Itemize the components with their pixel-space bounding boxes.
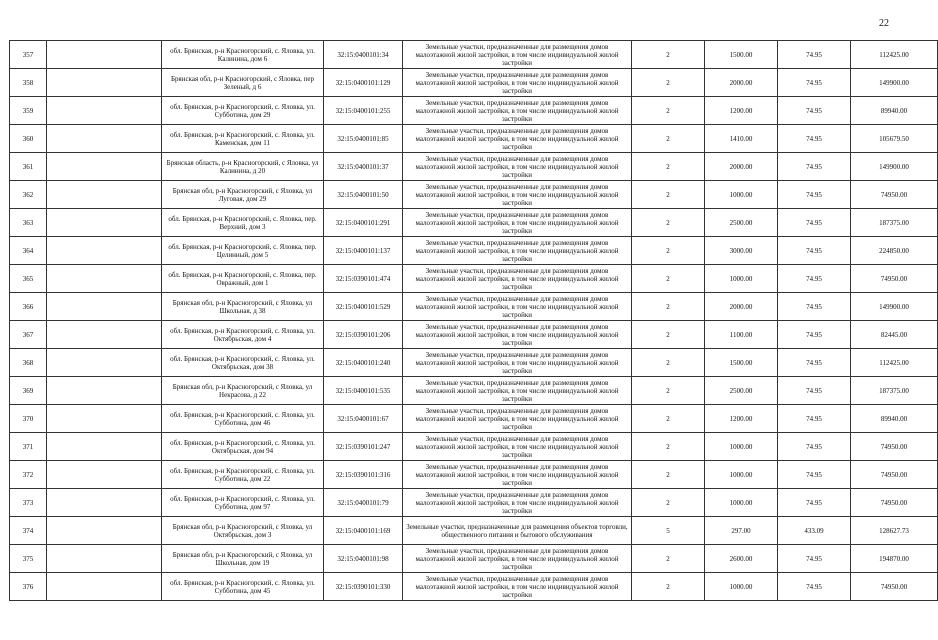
rate-cell: 74.95 (778, 545, 851, 573)
empty-cell (47, 489, 162, 517)
cadastral-number-cell: 32:15:0400101:50 (324, 181, 403, 209)
row-number-cell: 368 (10, 349, 47, 377)
permitted-use-cell: Земельные участки, предназначенные для размещения домов малоэтажной жилой застройки, в том числе индивидуальной жилой застройки (403, 69, 632, 97)
table-row (10, 153, 938, 181)
cadastral-value-cell: 74950.00 (851, 433, 938, 461)
cadastral-number-cell: 32:15:0400101:37 (324, 153, 403, 181)
rate-cell: 74.95 (778, 433, 851, 461)
address-cell: обл. Брянская, р-н Красногорский, с. Яловка, ул. Октябрьская, дом 38 (162, 349, 324, 377)
category-cell: 2 (632, 349, 705, 377)
address-cell: обл. Брянская, р-н Красногорский, с. Яловка, ул. Октябрьская, дом 94 (162, 433, 324, 461)
cadastral-number-cell: 32:15:0400101:129 (324, 69, 403, 97)
category-cell: 2 (632, 237, 705, 265)
page-number: 22 (879, 18, 889, 29)
address-cell: обл. Брянская, р-н Красногорский, с. Яловка, пер. Овражный, дом 1 (162, 265, 324, 293)
table-row (10, 573, 938, 601)
empty-cell (47, 349, 162, 377)
table-row (10, 349, 938, 377)
category-cell: 2 (632, 405, 705, 433)
row-number-cell: 360 (10, 125, 47, 153)
cadastral-value-cell: 89940.00 (851, 405, 938, 433)
category-cell: 2 (632, 545, 705, 573)
permitted-use-cell: Земельные участки, предназначенные для размещения домов малоэтажной жилой застройки, в том числе индивидуальной жилой застройки (403, 265, 632, 293)
table-row (10, 321, 938, 349)
land-plots-table (9, 40, 938, 601)
permitted-use-cell: Земельные участки, предназначенные для размещения домов малоэтажной жилой застройки, в том числе индивидуальной жилой застройки (403, 97, 632, 125)
cadastral-number-cell: 32:15:0400101:79 (324, 489, 403, 517)
cadastral-number-cell: 32:15:0400101:85 (324, 125, 403, 153)
row-number-cell: 362 (10, 181, 47, 209)
row-number-cell: 367 (10, 321, 47, 349)
permitted-use-cell: Земельные участки, предназначенные для размещения домов малоэтажной жилой застройки, в том числе индивидуальной жилой застройки (403, 545, 632, 573)
cadastral-value-cell: 224850.00 (851, 237, 938, 265)
table-row (10, 433, 938, 461)
address-cell: обл. Брянская, р-н Красногорский, с. Яловка, ул. Субботина, дом 45 (162, 573, 324, 601)
area-cell: 1000.00 (705, 181, 778, 209)
area-cell: 2600.00 (705, 545, 778, 573)
cadastral-value-cell: 74950.00 (851, 489, 938, 517)
category-cell: 2 (632, 41, 705, 69)
cadastral-value-cell: 74950.00 (851, 461, 938, 489)
rate-cell: 433.09 (778, 517, 851, 545)
permitted-use-cell: Земельные участки, предназначенные для размещения домов малоэтажной жилой застройки, в том числе индивидуальной жилой застройки (403, 349, 632, 377)
cadastral-number-cell: 32:15:0390101:206 (324, 321, 403, 349)
cadastral-value-cell: 89940.00 (851, 97, 938, 125)
category-cell: 2 (632, 97, 705, 125)
table-body (10, 41, 938, 601)
address-cell: обл. Брянская, р-н Красногорский, с. Яловка, ул. Субботина, дом 97 (162, 489, 324, 517)
permitted-use-cell: Земельные участки, предназначенные для размещения домов малоэтажной жилой застройки, в том числе индивидуальной жилой застройки (403, 41, 632, 69)
cadastral-value-cell: 149900.00 (851, 153, 938, 181)
table-row (10, 237, 938, 265)
area-cell: 1500.00 (705, 41, 778, 69)
permitted-use-cell: Земельные участки, предназначенные для размещения домов малоэтажной жилой застройки, в том числе индивидуальной жилой застройки (403, 209, 632, 237)
cadastral-value-cell: 112425.00 (851, 41, 938, 69)
row-number-cell: 359 (10, 97, 47, 125)
permitted-use-cell: Земельные участки, предназначенные для размещения домов малоэтажной жилой застройки, в том числе индивидуальной жилой застройки (403, 321, 632, 349)
address-cell: Брянская обл, р-н Красногорский, с Яловка, ул Луговая, дом 29 (162, 181, 324, 209)
category-cell: 2 (632, 461, 705, 489)
cadastral-number-cell: 32:15:0400101:34 (324, 41, 403, 69)
address-cell: Брянская обл, р-н Красногорский, с Яловка, ул Школьная, дом 19 (162, 545, 324, 573)
address-cell: обл. Брянская, р-н Красногорский, с. Яловка, ул. Калинина, дом 6 (162, 41, 324, 69)
row-number-cell: 372 (10, 461, 47, 489)
cadastral-number-cell: 32:15:0400101:169 (324, 517, 403, 545)
permitted-use-cell: Земельные участки, предназначенные для размещения домов малоэтажной жилой застройки, в том числе индивидуальной жилой застройки (403, 573, 632, 601)
empty-cell (47, 181, 162, 209)
category-cell: 2 (632, 377, 705, 405)
table-row (10, 41, 938, 69)
row-number-cell: 357 (10, 41, 47, 69)
cadastral-number-cell: 32:15:0400101:67 (324, 405, 403, 433)
area-cell: 1000.00 (705, 265, 778, 293)
empty-cell (47, 321, 162, 349)
rate-cell: 74.95 (778, 237, 851, 265)
permitted-use-cell: Земельные участки, предназначенные для размещения домов малоэтажной жилой застройки, в том числе индивидуальной жилой застройки (403, 489, 632, 517)
cadastral-number-cell: 32:15:0390101:247 (324, 433, 403, 461)
address-cell: обл. Брянская, р-н Красногорский, с. Яловка, ул. Субботина, дом 29 (162, 97, 324, 125)
empty-cell (47, 237, 162, 265)
table-row (10, 405, 938, 433)
table-row (10, 517, 938, 545)
table-row (10, 209, 938, 237)
area-cell: 1000.00 (705, 489, 778, 517)
table-row (10, 461, 938, 489)
row-number-cell: 370 (10, 405, 47, 433)
address-cell: Брянская обл, р-н Красногорский, с Яловка, ул Школьная, д 38 (162, 293, 324, 321)
cadastral-number-cell: 32:15:0400101:529 (324, 293, 403, 321)
address-cell: обл. Брянская, р-н Красногорский, с. Яловка, пер. Верхний, дом 3 (162, 209, 324, 237)
cadastral-value-cell: 149900.00 (851, 69, 938, 97)
empty-cell (47, 377, 162, 405)
table-row (10, 265, 938, 293)
address-cell: обл. Брянская, р-н Красногорский, с. Яловка, ул. Октябрьская, дом 4 (162, 321, 324, 349)
rate-cell: 74.95 (778, 97, 851, 125)
area-cell: 2500.00 (705, 209, 778, 237)
table-row (10, 489, 938, 517)
permitted-use-cell: Земельные участки, предназначенные для размещения домов малоэтажной жилой застройки, в том числе индивидуальной жилой застройки (403, 405, 632, 433)
table-row (10, 69, 938, 97)
empty-cell (47, 265, 162, 293)
category-cell: 2 (632, 573, 705, 601)
area-cell: 1000.00 (705, 461, 778, 489)
rate-cell: 74.95 (778, 265, 851, 293)
empty-cell (47, 125, 162, 153)
cadastral-value-cell: 194870.00 (851, 545, 938, 573)
row-number-cell: 365 (10, 265, 47, 293)
category-cell: 5 (632, 517, 705, 545)
cadastral-value-cell: 187375.00 (851, 209, 938, 237)
rate-cell: 74.95 (778, 377, 851, 405)
category-cell: 2 (632, 209, 705, 237)
table-row (10, 125, 938, 153)
cadastral-number-cell: 32:15:0400101:98 (324, 545, 403, 573)
category-cell: 2 (632, 153, 705, 181)
empty-cell (47, 209, 162, 237)
cadastral-number-cell: 32:15:0390101:330 (324, 573, 403, 601)
rate-cell: 74.95 (778, 153, 851, 181)
permitted-use-cell: Земельные участки, предназначенные для размещения домов малоэтажной жилой застройки, в том числе индивидуальной жилой застройки (403, 237, 632, 265)
area-cell: 2000.00 (705, 69, 778, 97)
rate-cell: 74.95 (778, 181, 851, 209)
cadastral-number-cell: 32:15:0390101:474 (324, 265, 403, 293)
row-number-cell: 373 (10, 489, 47, 517)
empty-cell (47, 41, 162, 69)
empty-cell (47, 97, 162, 125)
permitted-use-cell: Земельные участки, предназначенные для размещения домов малоэтажной жилой застройки, в том числе индивидуальной жилой застройки (403, 125, 632, 153)
cadastral-number-cell: 32:15:0400101:240 (324, 349, 403, 377)
empty-cell (47, 573, 162, 601)
address-cell: Брянская обл, р-н Красногорский, с Яловка, пер Зеленый, д 6 (162, 69, 324, 97)
row-number-cell: 375 (10, 545, 47, 573)
address-cell: Брянская область, р-н Красногорский, с Яловка, ул Калинина, д 20 (162, 153, 324, 181)
empty-cell (47, 153, 162, 181)
empty-cell (47, 433, 162, 461)
area-cell: 2000.00 (705, 153, 778, 181)
category-cell: 2 (632, 265, 705, 293)
rate-cell: 74.95 (778, 489, 851, 517)
permitted-use-cell: Земельные участки, предназначенные для размещения домов малоэтажной жилой застройки, в том числе индивидуальной жилой застройки (403, 153, 632, 181)
cadastral-value-cell: 149900.00 (851, 293, 938, 321)
area-cell: 297.00 (705, 517, 778, 545)
permitted-use-cell: Земельные участки, предназначенные для размещения домов малоэтажной жилой застройки, в том числе индивидуальной жилой застройки (403, 461, 632, 489)
area-cell: 1500.00 (705, 349, 778, 377)
permitted-use-cell: Земельные участки, предназначенные для размещения домов малоэтажной жилой застройки, в том числе индивидуальной жилой застройки (403, 377, 632, 405)
permitted-use-cell: Земельные участки, предназначенные для размещения домов малоэтажной жилой застройки, в том числе индивидуальной жилой застройки (403, 181, 632, 209)
cadastral-value-cell: 128627.73 (851, 517, 938, 545)
area-cell: 1000.00 (705, 433, 778, 461)
rate-cell: 74.95 (778, 293, 851, 321)
table-row (10, 545, 938, 573)
table-row (10, 293, 938, 321)
row-number-cell: 369 (10, 377, 47, 405)
empty-cell (47, 461, 162, 489)
address-cell: Брянская обл, р-н Красногорский, с Яловка, ул Некрасова, д 22 (162, 377, 324, 405)
cadastral-value-cell: 105679.50 (851, 125, 938, 153)
rate-cell: 74.95 (778, 405, 851, 433)
row-number-cell: 371 (10, 433, 47, 461)
rate-cell: 74.95 (778, 349, 851, 377)
cadastral-number-cell: 32:15:0400101:137 (324, 237, 403, 265)
rate-cell: 74.95 (778, 461, 851, 489)
category-cell: 2 (632, 125, 705, 153)
area-cell: 1410.00 (705, 125, 778, 153)
row-number-cell: 364 (10, 237, 47, 265)
cadastral-value-cell: 187375.00 (851, 377, 938, 405)
area-cell: 1000.00 (705, 573, 778, 601)
category-cell: 2 (632, 181, 705, 209)
area-cell: 3000.00 (705, 237, 778, 265)
area-cell: 1200.00 (705, 405, 778, 433)
rate-cell: 74.95 (778, 209, 851, 237)
cadastral-value-cell: 74950.00 (851, 573, 938, 601)
address-cell: Брянская обл, р-н Красногорский, с Яловка, ул Октябрьская, дом 3 (162, 517, 324, 545)
empty-cell (47, 545, 162, 573)
category-cell: 2 (632, 321, 705, 349)
row-number-cell: 366 (10, 293, 47, 321)
address-cell: обл. Брянская, р-н Красногорский, с. Яловка, пер. Целинный, дом 5 (162, 237, 324, 265)
rate-cell: 74.95 (778, 125, 851, 153)
cadastral-value-cell: 82445.00 (851, 321, 938, 349)
category-cell: 2 (632, 433, 705, 461)
address-cell: обл. Брянская, р-н Красногорский, с. Яловка, ул. Субботина, дом 22 (162, 461, 324, 489)
table-row (10, 377, 938, 405)
table-row (10, 181, 938, 209)
empty-cell (47, 293, 162, 321)
empty-cell (47, 69, 162, 97)
permitted-use-cell: Земельные участки, предназначенные для размещения объектов торговли, общественного питания и бытового обслуживания (403, 517, 632, 545)
rate-cell: 74.95 (778, 69, 851, 97)
address-cell: обл. Брянская, р-н Красногорский, с. Яловка, ул. Субботина, дом 46 (162, 405, 324, 433)
cadastral-number-cell: 32:15:0400101:535 (324, 377, 403, 405)
table-row (10, 97, 938, 125)
cadastral-value-cell: 74950.00 (851, 181, 938, 209)
rate-cell: 74.95 (778, 321, 851, 349)
area-cell: 2000.00 (705, 293, 778, 321)
empty-cell (47, 517, 162, 545)
area-cell: 2500.00 (705, 377, 778, 405)
row-number-cell: 376 (10, 573, 47, 601)
address-cell: обл. Брянская, р-н Красногорский, с. Яловка, ул. Каменская, дом 11 (162, 125, 324, 153)
area-cell: 1100.00 (705, 321, 778, 349)
cadastral-number-cell: 32:15:0400101:255 (324, 97, 403, 125)
cadastral-number-cell: 32:15:0400101:291 (324, 209, 403, 237)
row-number-cell: 363 (10, 209, 47, 237)
cadastral-value-cell: 112425.00 (851, 349, 938, 377)
rate-cell: 74.95 (778, 41, 851, 69)
category-cell: 2 (632, 293, 705, 321)
area-cell: 1200.00 (705, 97, 778, 125)
cadastral-value-cell: 74950.00 (851, 265, 938, 293)
row-number-cell: 374 (10, 517, 47, 545)
row-number-cell: 361 (10, 153, 47, 181)
rate-cell: 74.95 (778, 573, 851, 601)
permitted-use-cell: Земельные участки, предназначенные для размещения домов малоэтажной жилой застройки, в том числе индивидуальной жилой застройки (403, 433, 632, 461)
empty-cell (47, 405, 162, 433)
permitted-use-cell: Земельные участки, предназначенные для размещения домов малоэтажной жилой застройки, в том числе индивидуальной жилой застройки (403, 293, 632, 321)
row-number-cell: 358 (10, 69, 47, 97)
category-cell: 2 (632, 69, 705, 97)
category-cell: 2 (632, 489, 705, 517)
cadastral-number-cell: 32:15:0390101:316 (324, 461, 403, 489)
